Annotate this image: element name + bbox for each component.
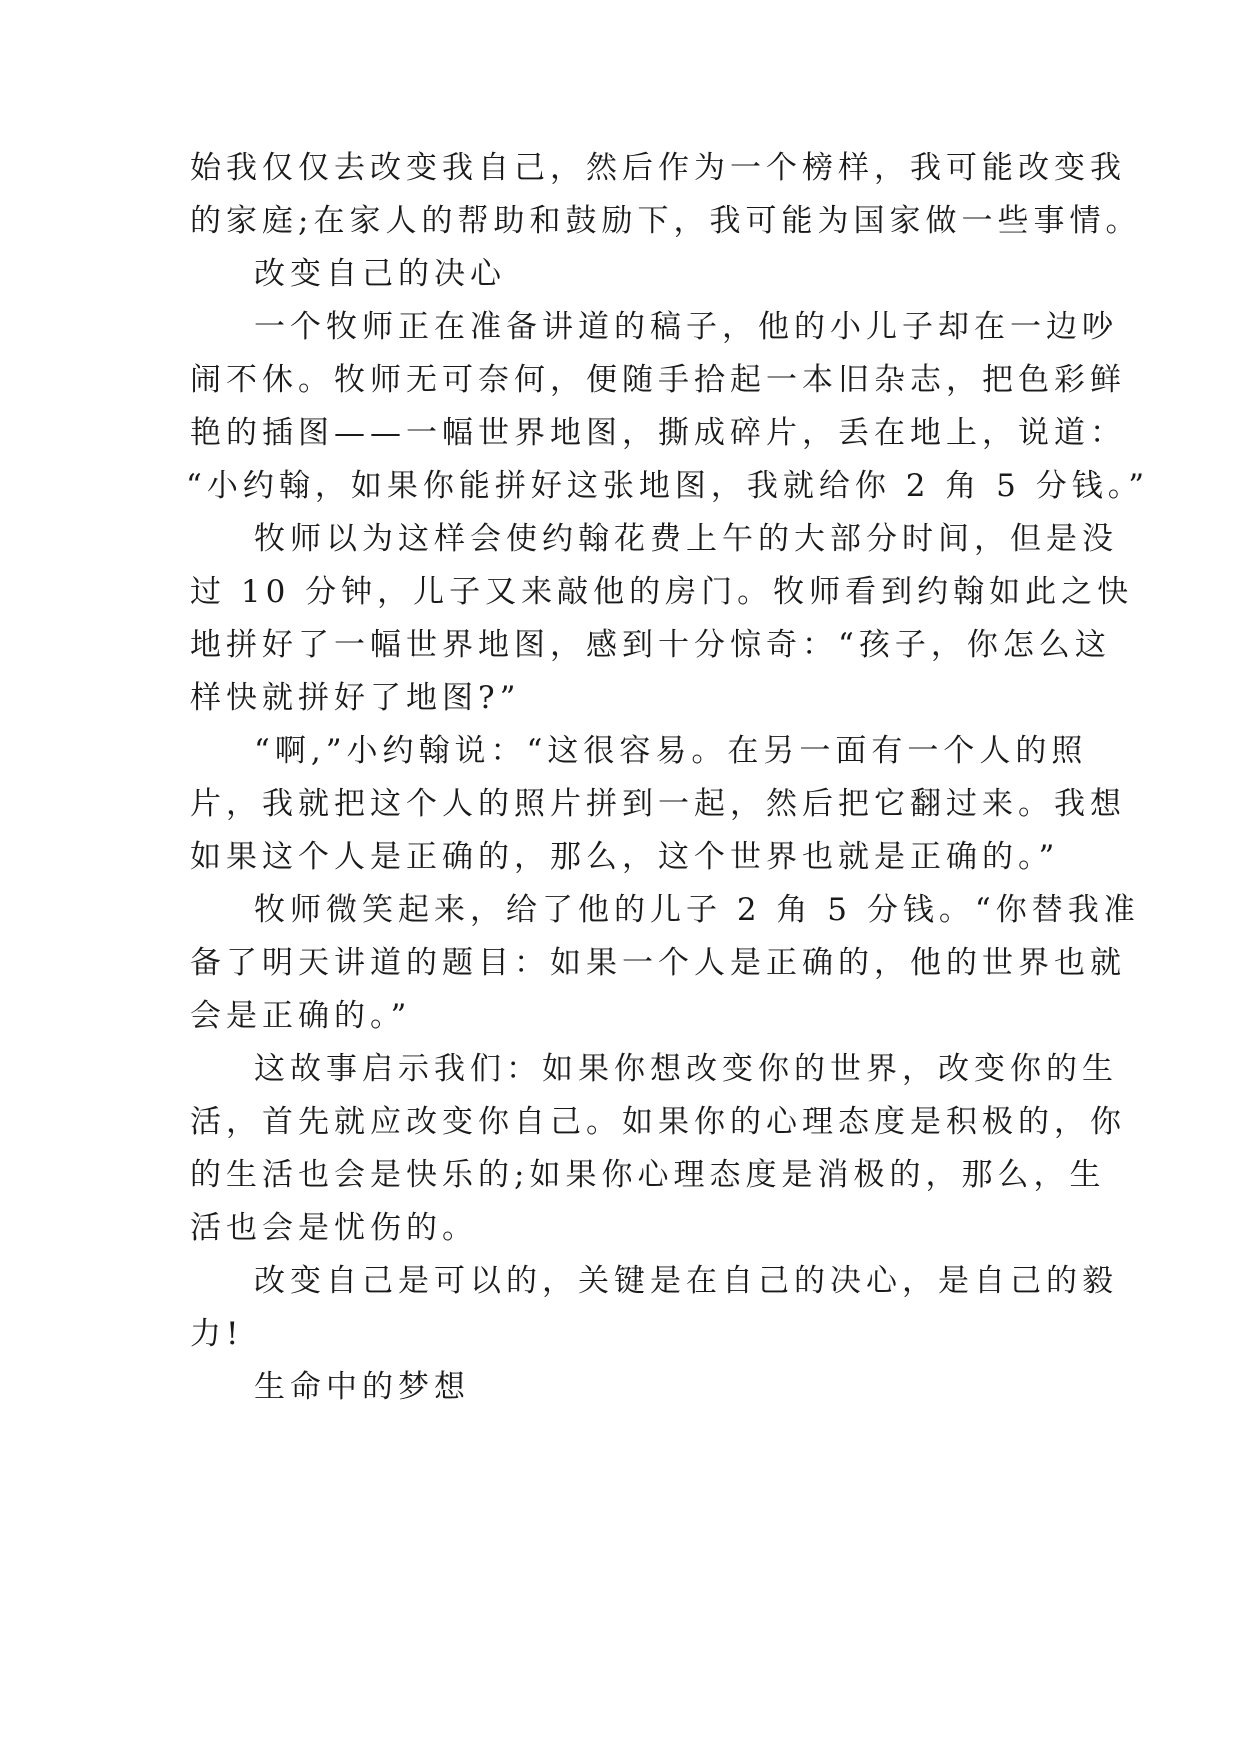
text-line: 过 10 分钟，儿子又来敲他的房门。牧师看到约翰如此之快: [190, 574, 1134, 610]
text-line: 的家庭;在家人的帮助和鼓励下，我可能为国家做一些事情。: [190, 203, 1142, 239]
text-line: 会是正确的。”: [190, 998, 412, 1034]
text-line: 片，我就把这个人的照片拼到一起，然后把它翻过来。我想: [190, 786, 1126, 822]
text-line: 这故事启示我们：如果你想改变你的世界，改变你的生: [254, 1051, 1118, 1087]
text-line: 艳的插图——一幅世界地图，撕成碎片，丢在地上，说道：: [190, 415, 1126, 451]
section-heading: 改变自己的决心: [254, 256, 506, 292]
text-line: 始我仅仅去改变我自己，然后作为一个榜样，我可能改变我: [190, 150, 1126, 186]
text-line: 样快就拼好了地图?”: [190, 680, 521, 716]
text-line: 的生活也会是快乐的;如果你心理态度是消极的，那么，生: [190, 1157, 1106, 1193]
text-line: 一个牧师正在准备讲道的稿子，他的小儿子却在一边吵: [254, 309, 1118, 345]
text-line: 闹不休。牧师无可奈何，便随手拾起一本旧杂志，把色彩鲜: [190, 362, 1126, 398]
text-line: 力!: [190, 1316, 244, 1352]
text-line: 牧师微笑起来，给了他的儿子 2 角 5 分钱。“你替我准: [254, 892, 1140, 928]
text-line: 活也会是忧伤的。: [190, 1210, 478, 1246]
text-line: 如果这个人是正确的，那么，这个世界也就是正确的。”: [190, 839, 1060, 875]
section-heading: 生命中的梦想: [254, 1369, 470, 1405]
text-line: 改变自己是可以的，关键是在自己的决心，是自己的毅: [254, 1263, 1118, 1299]
text-line: 活，首先就应改变你自己。如果你的心理态度是积极的，你: [190, 1104, 1126, 1140]
text-line: “啊,”小约翰说：“这很容易。在另一面有一个人的照: [254, 733, 1088, 769]
text-line: 地拼好了一幅世界地图，感到十分惊奇：“孩子，你怎么这: [190, 627, 1111, 663]
text-line: “小约翰，如果你能拼好这张地图，我就给你 2 角 5 分钱。”: [186, 468, 1150, 504]
text-line: 备了明天讲道的题目：如果一个人是正确的，他的世界也就: [190, 945, 1126, 981]
text-line: 牧师以为这样会使约翰花费上午的大部分时间，但是没: [254, 521, 1118, 557]
